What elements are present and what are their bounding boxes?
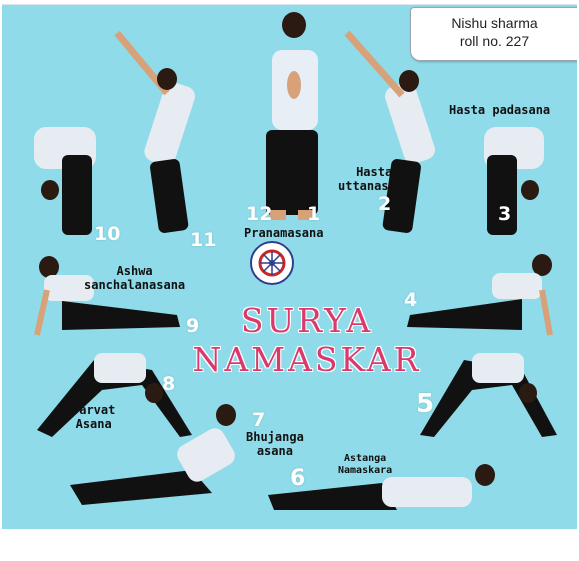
pose-number-5: 5 <box>416 389 435 419</box>
pose-number-10: 10 <box>94 223 121 245</box>
pose-11-figure <box>117 33 198 234</box>
label-hasta-padasana: Hasta padasana <box>449 103 551 117</box>
pose-number-4: 4 <box>404 289 418 311</box>
label-line: Bhujanga <box>246 430 304 444</box>
pose-number-7: 7 <box>252 409 266 431</box>
student-note <box>410 7 577 61</box>
pose-number-11: 11 <box>190 229 217 251</box>
label-line: Astanga <box>344 453 387 464</box>
pose-number-1: 1 <box>307 203 321 225</box>
pose-number-8: 8 <box>162 373 176 395</box>
label-pranamasana: Pranamasana <box>244 226 324 240</box>
title-line-2: NAMASKAR <box>192 340 422 379</box>
label-bhujanga <box>246 430 304 458</box>
pose-number-6: 6 <box>290 466 306 491</box>
label-line: Asana <box>75 417 112 431</box>
pose-pranamasana-figure <box>266 12 318 220</box>
pose-10-figure <box>34 127 96 235</box>
label-astanga <box>338 453 392 477</box>
student-name: Nishu sharma <box>451 15 538 31</box>
nss-emblem-icon <box>250 241 294 285</box>
pose-number-9: 9 <box>186 315 200 337</box>
pose-hasta-uttanasana-figure <box>347 33 438 234</box>
label-line: uttanasana <box>338 179 411 193</box>
label-hasta-uttanasana <box>338 165 410 193</box>
pose-number-3: 3 <box>498 203 512 225</box>
label-line: asana <box>256 444 293 458</box>
student-roll: roll no. 227 <box>459 33 530 49</box>
label-line: Hasta <box>356 165 393 179</box>
label-line: Parvat <box>72 403 116 417</box>
label-line: Namaskara <box>338 465 393 476</box>
label-parvat <box>72 403 115 431</box>
title-line-1: SURYA <box>240 301 374 340</box>
nss-logo <box>250 241 294 285</box>
label-line: sanchalanasana <box>84 278 186 292</box>
pose-hasta-padasana-figure <box>484 127 544 235</box>
pose-number-2: 2 <box>378 193 392 215</box>
pose-number-12: 12 <box>246 203 273 225</box>
label-line: Ashwa <box>116 264 153 278</box>
poster <box>2 4 577 529</box>
label-ashwa <box>84 264 185 292</box>
